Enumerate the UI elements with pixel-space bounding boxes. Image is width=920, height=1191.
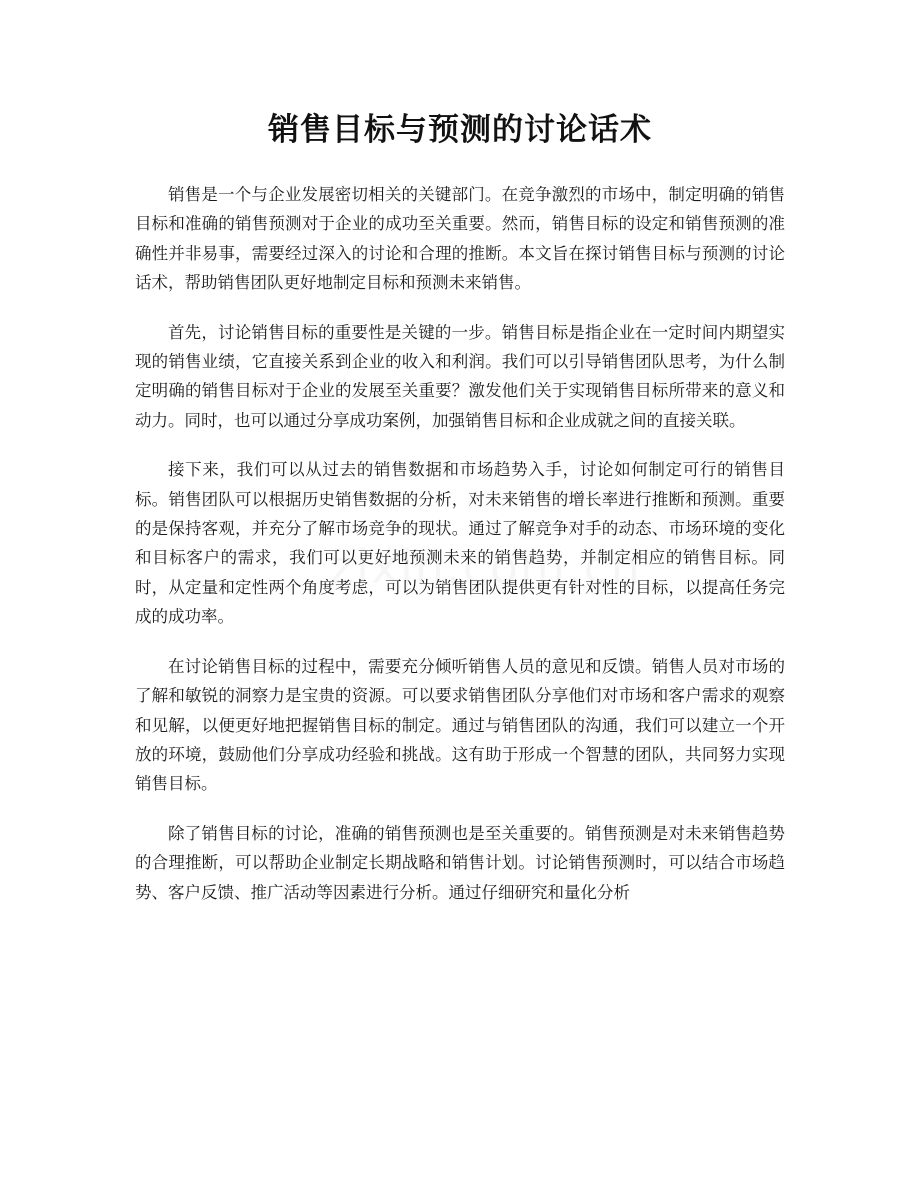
paragraph-1: 销售是一个与企业发展密切相关的关键部门。在竞争激烈的市场中，制定明确的销售目标和准确的销售预测对于企业的成功至关重要。然而，销售目标的设定和销售预测的准确性并非易事，需要经过深入的讨论和合理的推断。本文旨在探讨销售目标与预测的讨论话术，帮助销售团队更好地制定目标和预测未来销售。 [135,185,785,293]
document-title: 销售目标与预测的讨论话术 [268,112,652,148]
paragraph-2: 首先，讨论销售目标的重要性是关键的一步。销售目标是指企业在一定时间内期望实现的销售业绩，它直接关系到企业的收入和利润。我们可以引导销售团队思考，为什么制定明确的销售目标对于企业的发展至关重要？激发他们关于实现销售目标所带来的意义和动力。同时，也可以通过分享成功案例，加强销售目标和企业成就之间的直接关联。 [135,322,785,430]
paragraph-4: 在讨论销售目标的过程中，需要充分倾听销售人员的意见和反馈。销售人员对市场的了解和敏锐的洞察力是宝贵的资源。可以要求销售团队分享他们对市场和客户需求的观察和见解，以便更好地把握销售目标的制定。通过与销售团队的沟通，我们可以建立一个开放的环境，鼓励他们分享成功经验和挑战。这有助于形成一个智慧的团队，共同努力实现销售目标。 [135,656,785,794]
paragraph-3: 接下来，我们可以从过去的销售数据和市场趋势入手，讨论如何制定可行的销售目标。销售团队可以根据历史销售数据的分析，对未来销售的增长率进行推断和预测。重要的是保持客观，并充分了解市场竞争的现状。通过了解竞争对手的动态、市场环境的变化和目标客户的需求，我们可以更好地预测未来的销售趋势，并制定相应的销售目标。同时，从定量和定性两个角度考虑，可以为销售团队提供更有针对性的目标，以提高任务完成的成功率。 [135,460,785,627]
document-body [135,180,785,927]
paragraph-5: 除了销售目标的讨论，准确的销售预测也是至关重要的。销售预测是对未来销售趋势的合理推断，可以帮助企业制定长期战略和销售计划。讨论销售预测时，可以结合市场趋势、客户反馈、推广活动等因素进行分析。通过仔细研究和量化分析 [135,823,785,902]
